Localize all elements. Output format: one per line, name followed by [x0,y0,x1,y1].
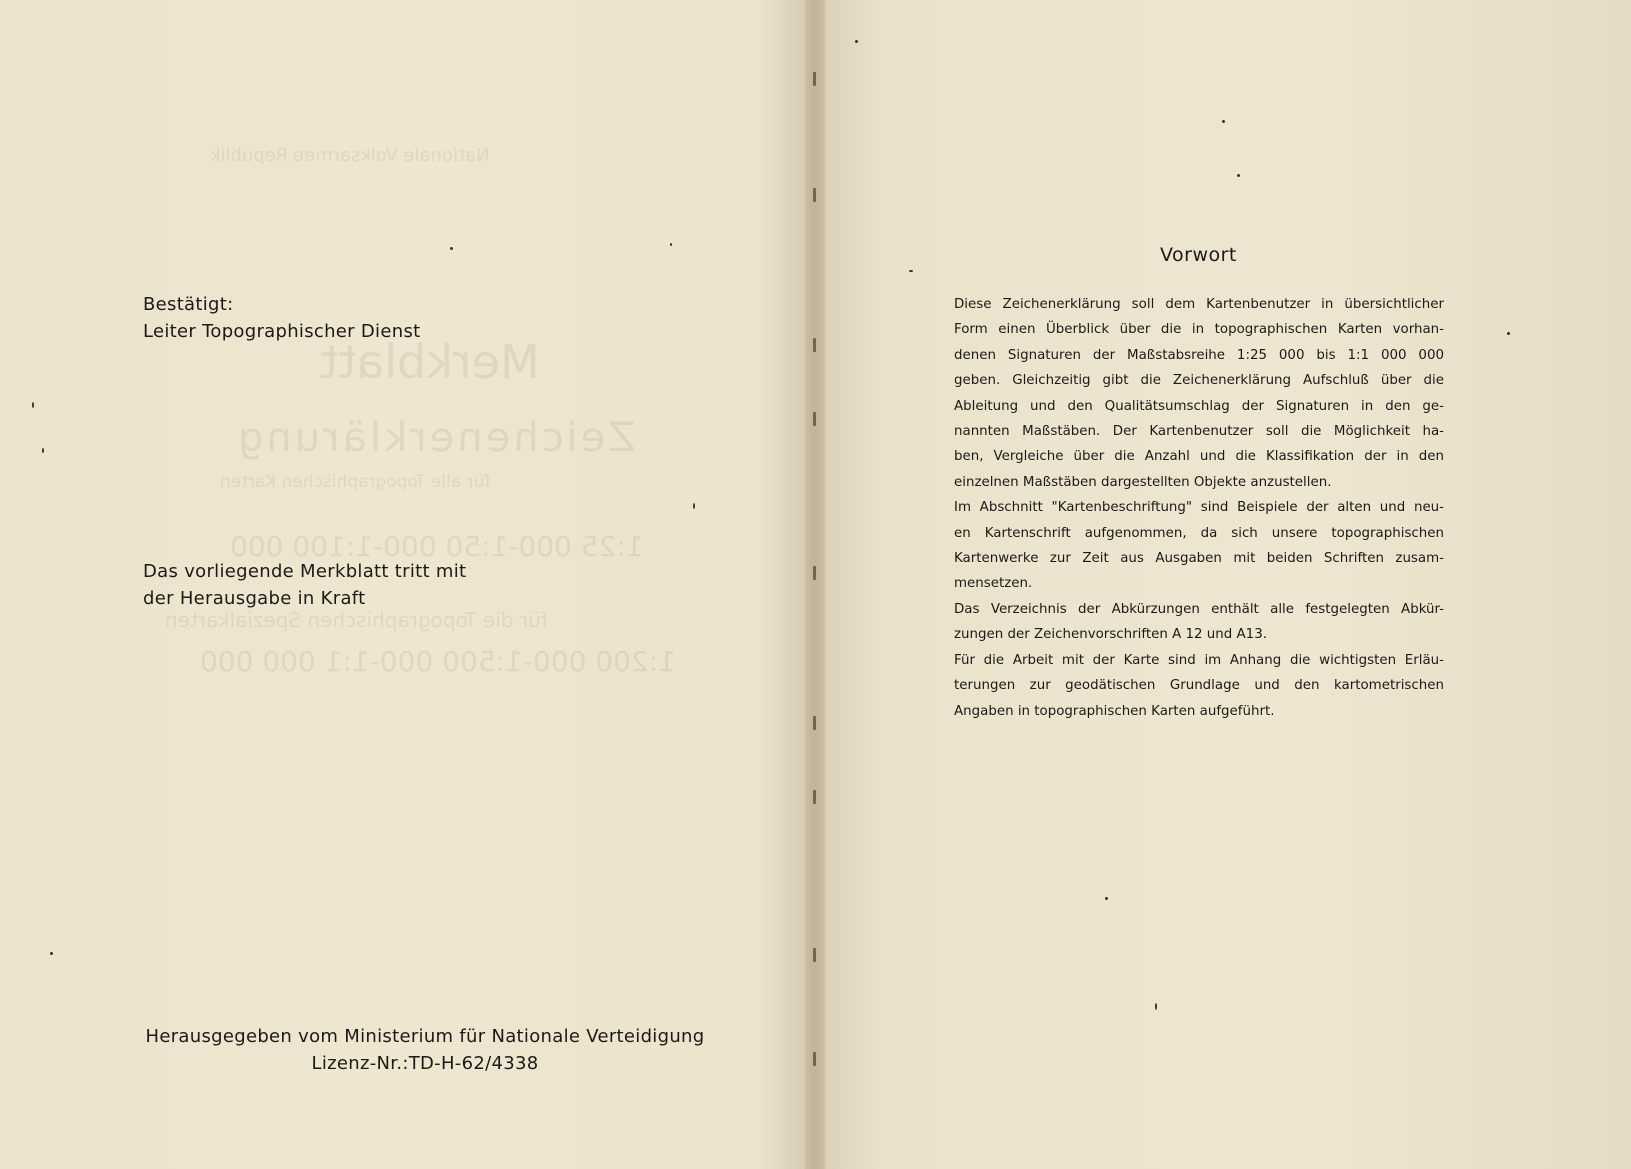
preface-line: mensetzen. [954,576,1033,592]
preface-line: Im Abschnitt "Kartenbeschriftung" sind Beispiele der alten und neu- [954,500,1444,516]
preface-line: nannten Maßstäben. Der Kartenbenutzer soll die Möglichkeit ha- [954,424,1444,440]
preface-title: Vorwort [1160,244,1237,266]
speck [42,448,44,453]
preface-body [954,292,1444,724]
binding-staple [813,338,816,352]
preface-line: zungen der Zeichenvorschriften A 12 und A13. [954,627,1267,643]
preface-line: Ableitung und den Qualitätsumschlag der Signaturen in den ge- [954,398,1444,414]
preface-line: geben. Gleichzeitig gibt die Zeichenerklärung Aufschluß über die [954,373,1444,389]
book-gutter [805,0,825,1169]
speck [909,270,913,272]
binding-staple [813,716,816,730]
publisher-line: Herausgegeben vom Ministerium für Nationale Verteidigung [145,1026,705,1047]
binding-staple [813,566,816,580]
speck [670,243,672,246]
license-number: Lizenz-Nr.:TD-H-62/4338 [311,1053,539,1074]
bleed-through-top: Nationale Volksarmee Republik [210,145,490,166]
preface-line: Das Verzeichnis der Abkürzungen enthält alle festgelegten Abkür- [954,601,1444,617]
left-page [0,0,805,1169]
preface-paragraph-3 [954,597,1444,648]
speck [1222,120,1225,123]
confirmed-label: Bestätigt: [143,294,234,315]
preface-line: Angaben in topographischen Karten aufgeführt. [954,703,1275,719]
binding-staple [813,948,816,962]
preface-line: einzelnen Maßstäben dargestellten Objekte anzustellen. [954,474,1332,490]
confirmation-block [143,291,420,345]
preface-line: Form einen Überblick über die in topographischen Karten vorhan- [954,322,1444,338]
preface-line: terungen zur geodätischen Grundlage und den kartometrischen [954,678,1444,694]
preface-paragraph-4 [954,648,1444,724]
speck [1105,897,1108,900]
effective-notice [143,558,466,612]
preface-paragraph-2 [954,495,1444,597]
preface-line: denen Signaturen der Maßstabsreihe 1:25 000 bis 1:1 000 000 [954,347,1444,363]
publisher-block [145,1023,705,1077]
binding-staple [813,1052,816,1066]
speck [1237,174,1240,177]
bleed-through-subtitle: Zeichenerklärung [235,415,636,461]
preface-line: en Kartenschrift aufgenommen, da sich unsere topographischen [954,525,1444,541]
preface-line: Diese Zeichenerklärung soll dem Kartenbenutzer in übersichtlicher [954,297,1444,312]
bleed-through-line-3: für die Topographischen Spezialkarten [165,608,548,632]
binding-staple [813,72,816,86]
bleed-through-line-2: 1:25 000-1:50 000-1:100 000 [230,530,644,563]
preface-paragraph-1 [954,292,1444,495]
effective-notice-line-1: Das vorliegende Merkblatt tritt mit [143,561,467,582]
bleed-through-title: Merkblatt [320,335,540,389]
preface-line: Kartenwerke zur Zeit aus Ausgaben mit beiden Schriften zusam- [954,551,1444,567]
speck [50,952,53,955]
preface-line: Für die Arbeit mit der Karte sind im Anhang die wichtigsten Erläu- [954,652,1444,668]
bleed-through-line-1: für alle Topographischen Karten [220,472,491,492]
speck [32,402,34,408]
confirmed-by: Leiter Topographischer Dienst [143,321,421,342]
preface-line: ben, Vergleiche über die Anzahl und die Klassifikation der in den [954,449,1444,465]
speck [855,40,858,43]
effective-notice-line-2: der Herausgabe in Kraft [143,588,366,609]
binding-staple [813,790,816,804]
binding-staple [813,188,816,202]
speck [450,247,453,250]
binding-staple [813,412,816,426]
speck [693,503,695,509]
speck [1507,332,1510,335]
bleed-through-line-4: 1:200 000-1:500 000-1:1 000 000 [200,645,677,678]
speck [1155,1003,1157,1010]
